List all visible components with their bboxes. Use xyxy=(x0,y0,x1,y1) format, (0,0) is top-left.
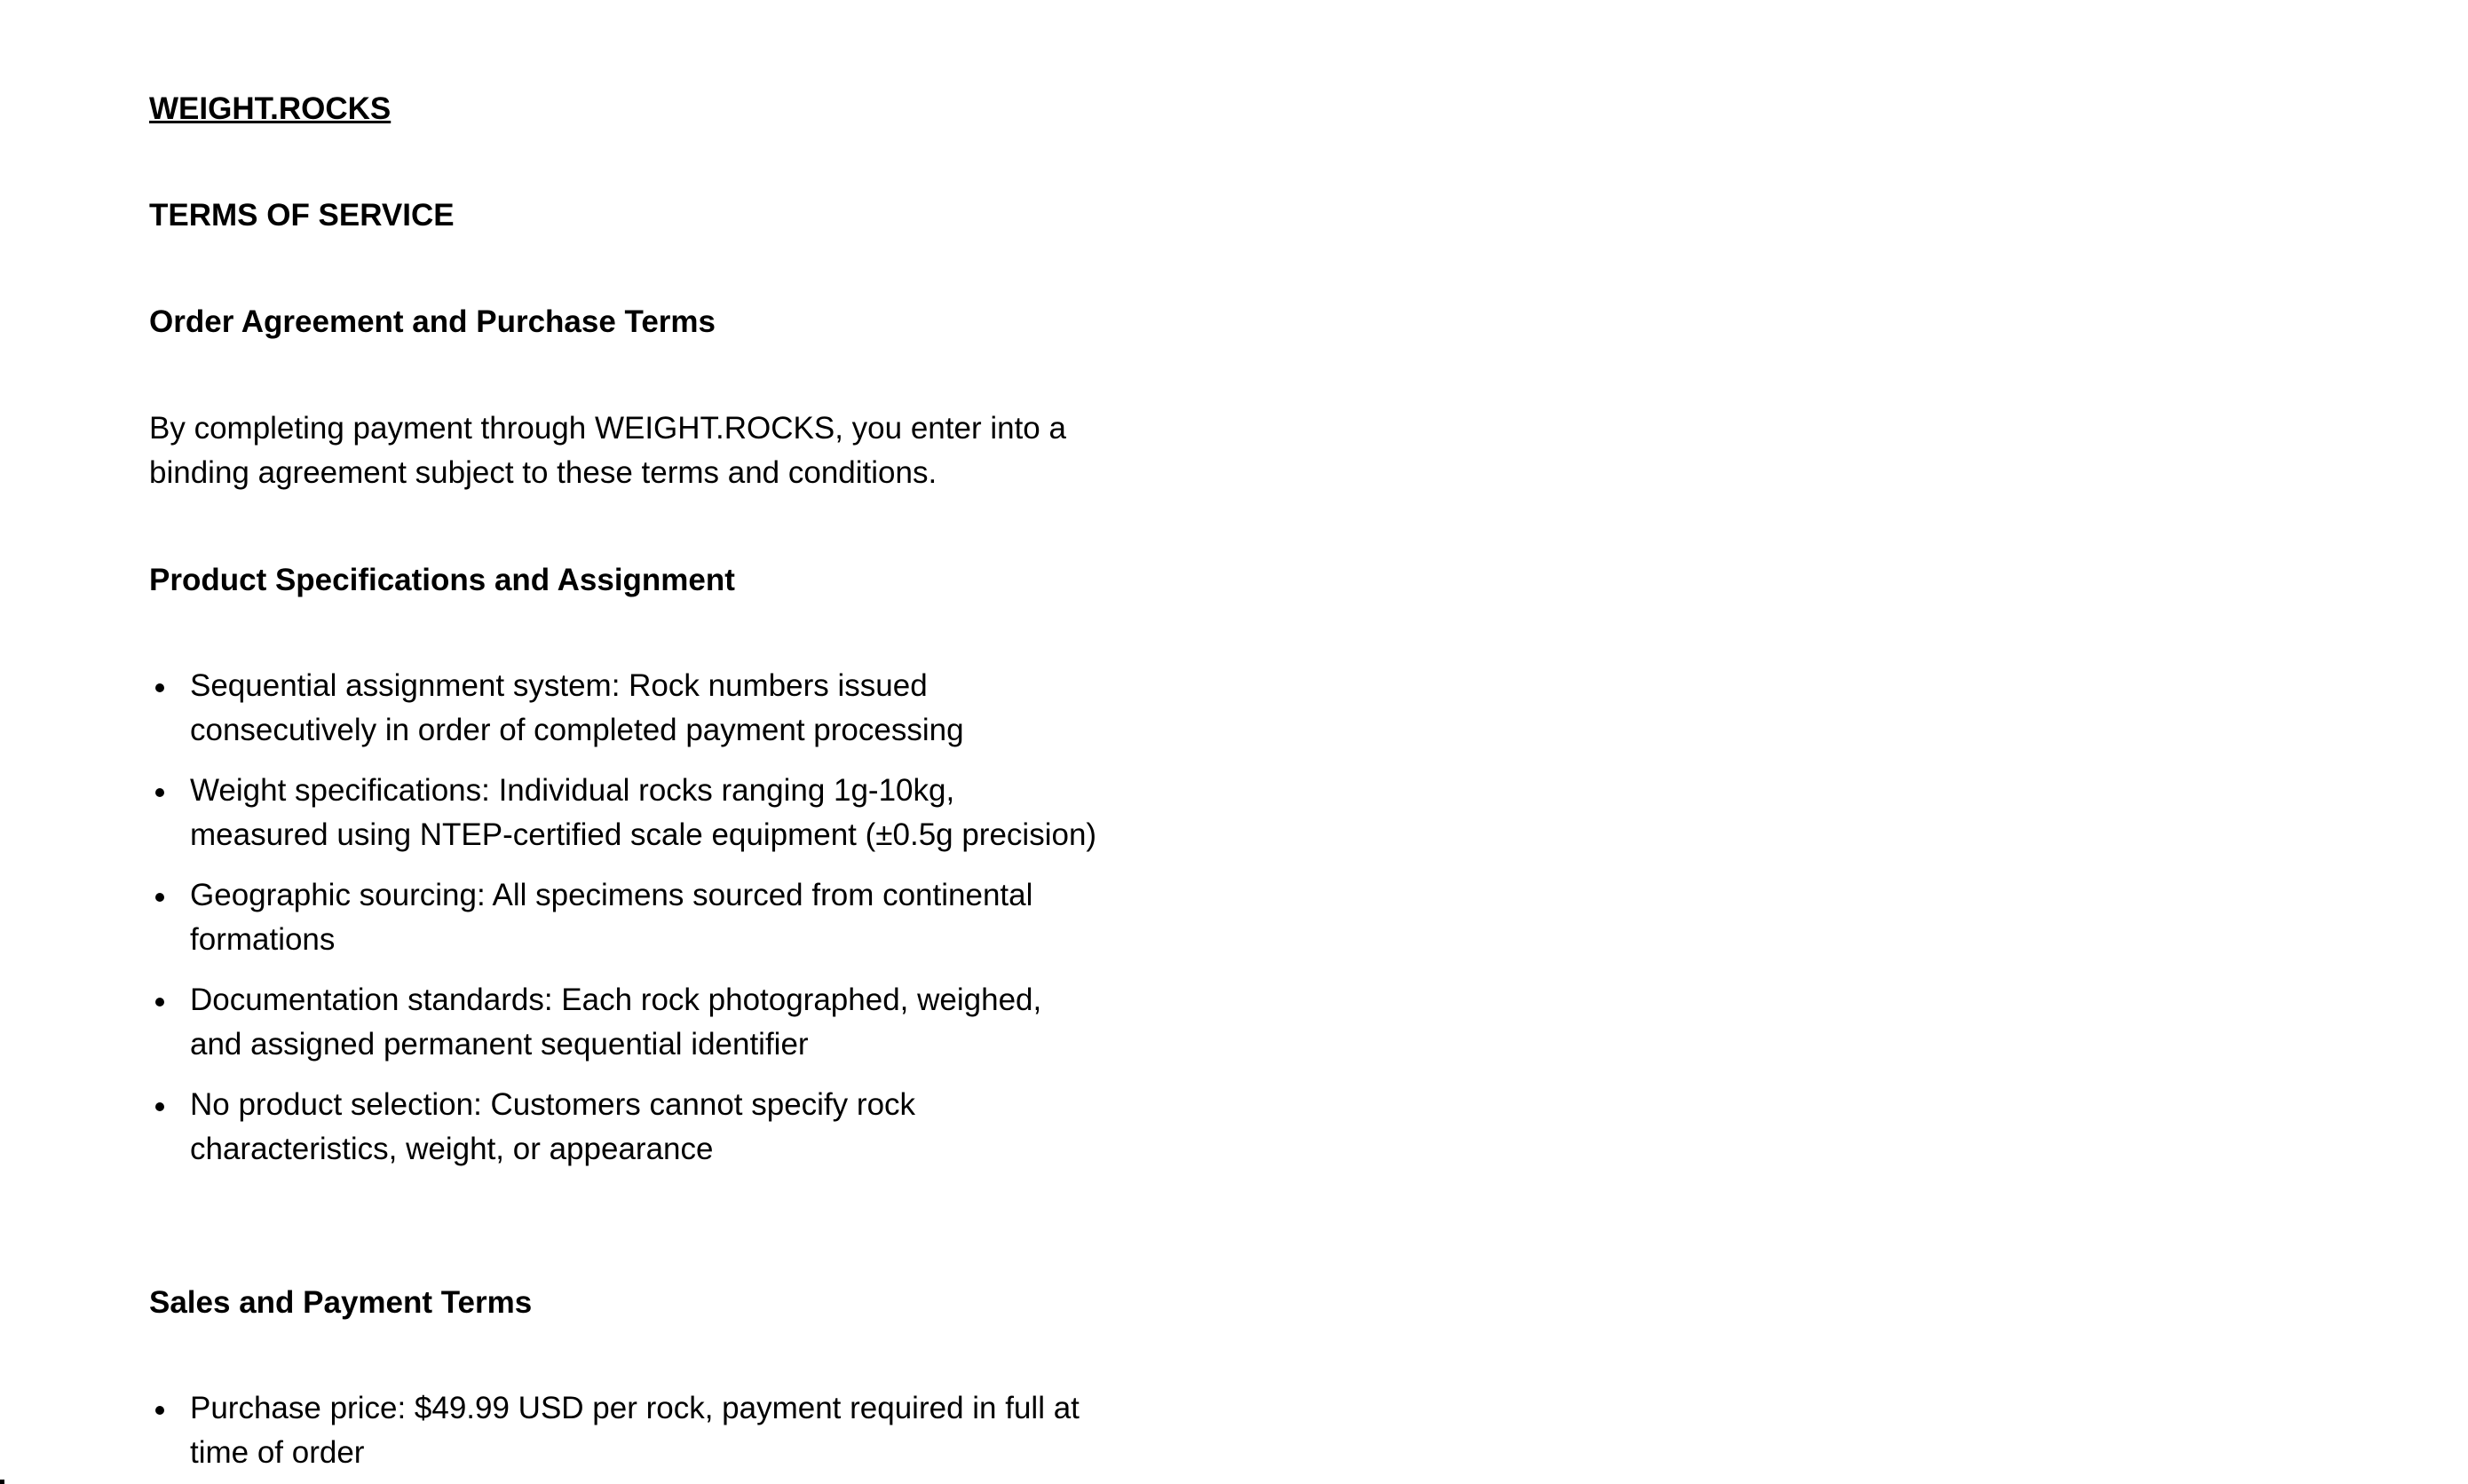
list-item: No product selection: Customers cannot specify rock characteristics, weight, or appearance xyxy=(149,1083,1099,1172)
list-item: Purchase price: $49.99 USD per rock, payment required in full at time of order xyxy=(149,1386,1099,1475)
order-agreement-paragraph: By completing payment through WEIGHT.ROCKS, you enter into a binding agreement subject to these terms and conditions. xyxy=(149,411,1066,490)
product-specifications-list xyxy=(149,664,1099,1188)
list-item: Sequential assignment system: Rock numbers issued consecutively in order of completed payment processing xyxy=(149,664,1099,753)
site-home-link[interactable]: WEIGHT.ROCKS xyxy=(149,91,392,126)
list-item: Weight specifications: Individual rocks ranging 1g-10kg, measured using NTEP-certified scale equipment (±0.5g precision) xyxy=(149,769,1099,857)
page-title: TERMS OF SERVICE xyxy=(149,198,455,233)
section-heading-product-specifications: Product Specifications and Assignment xyxy=(149,563,735,597)
list-item: Documentation standards: Each rock photographed, weighed, and assigned permanent sequential identifier xyxy=(149,978,1099,1067)
page-edge-mark xyxy=(0,1480,4,1484)
section-heading-sales-payment: Sales and Payment Terms xyxy=(149,1285,533,1320)
list-item: Geographic sourcing: All specimens sourced from continental formations xyxy=(149,873,1099,962)
sales-payment-list xyxy=(149,1386,1099,1484)
section-heading-order-agreement: Order Agreement and Purchase Terms xyxy=(149,304,716,339)
